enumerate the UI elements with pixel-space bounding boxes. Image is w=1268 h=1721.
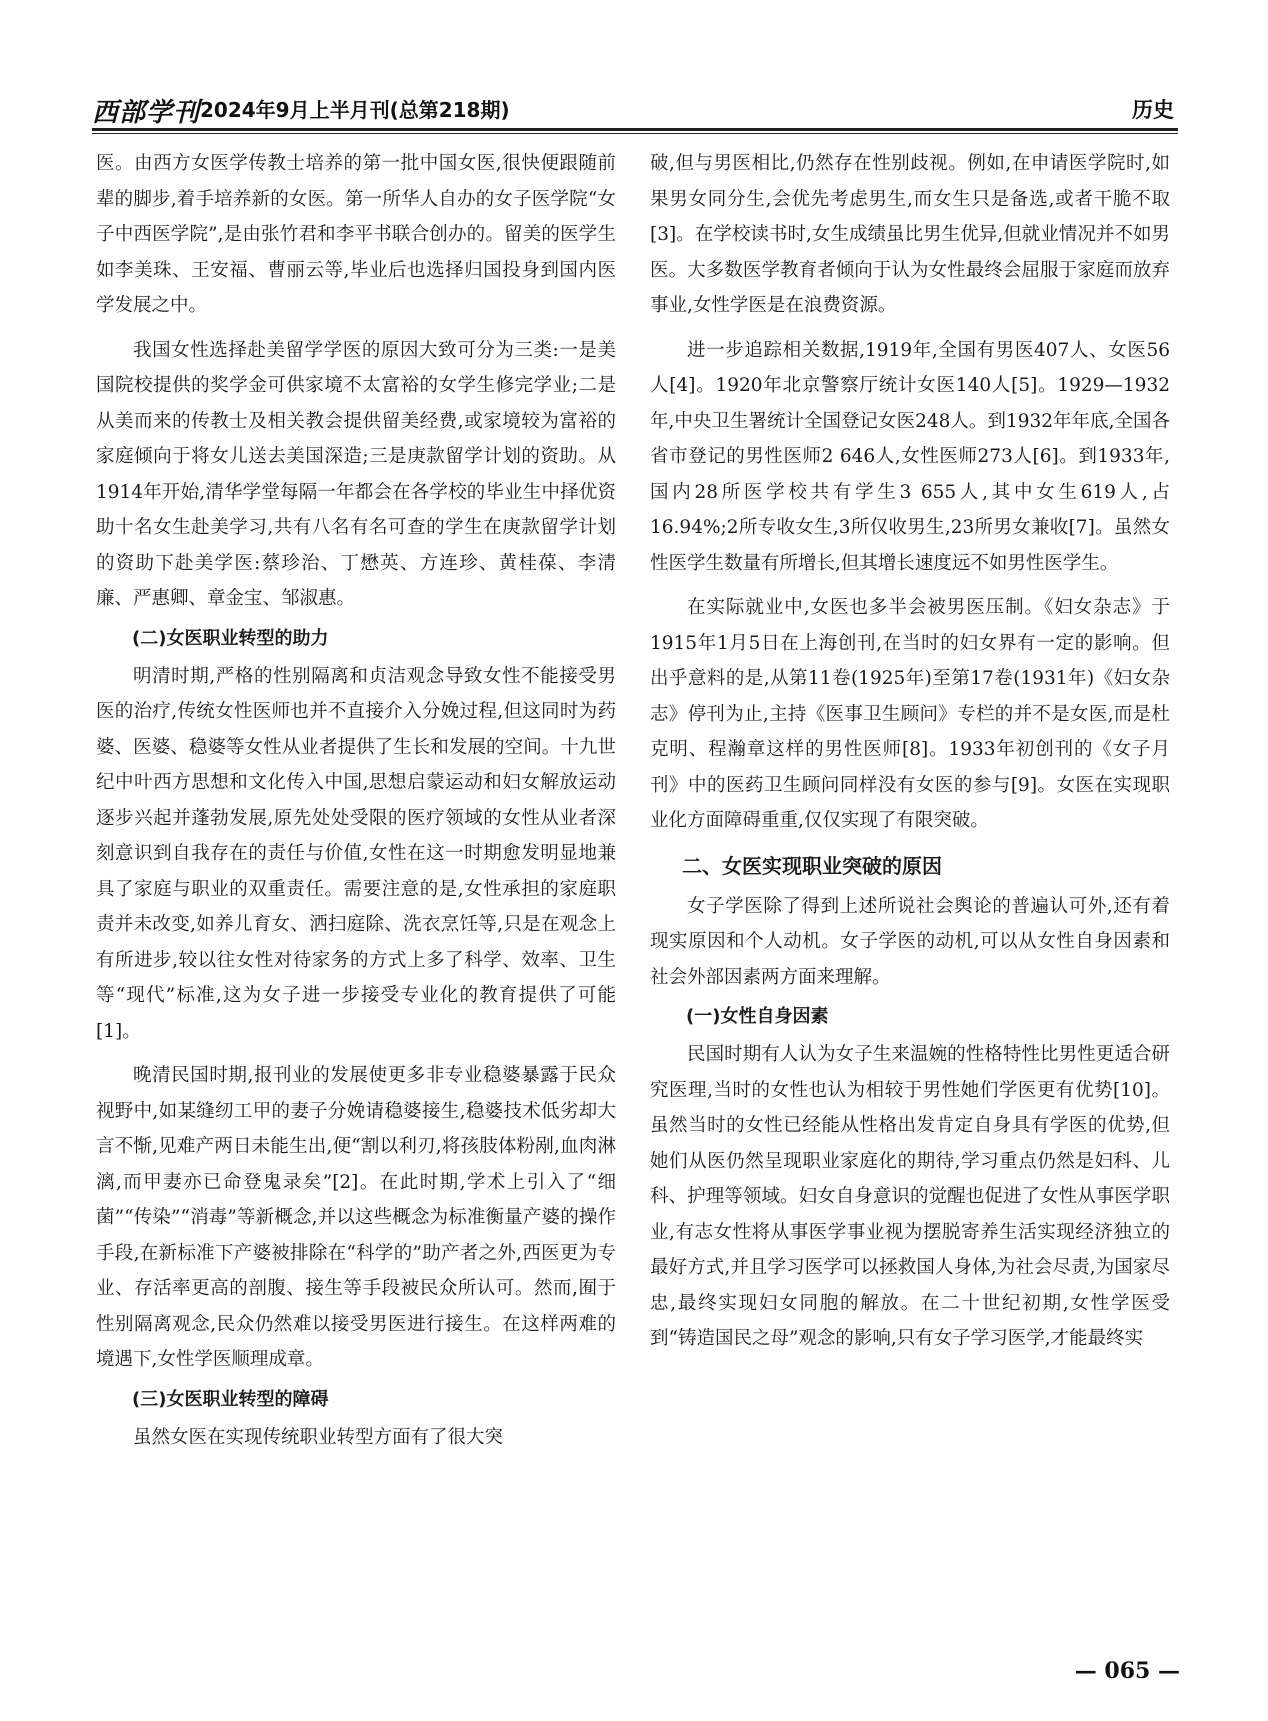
paragraph: 进一步追踪相关数据,1919年,全国有男医407人、女医56人[4]。1920年北京警察厅统计女医140人[5]。1929—1932年,中央卫生署统计全国登记女医248人。到1932年年底,全国各省市登记的男性医师2 646人,女性医师273人[6]。到1933年,国内28所医学校共有学生3 655人,其中女生619人,占16.94%;2所专收女生,3所仅收男生,23所男女兼收[7]。虽然女性医学生数量有所增长,但其增长速度远不如男性医学生。 (650, 339, 1170, 574)
subsection-heading: (一)女性自身因素 (686, 1006, 829, 1027)
header-rule-thin (92, 133, 1178, 134)
paragraph: 医。由西方女医学传教士培养的第一批中国女医,很快便跟随前辈的脚步,着手培养新的女医。第一所华人自办的女子医学院“女子中西医学院”,是由张竹君和李平书联合创办的。留美的医学生如李美珠、王安福、曹丽云等,毕业后也选择归国投身到国内医学发展之中。 (96, 153, 616, 316)
section-name: 历史 (1132, 98, 1174, 122)
page-number: — 065 — (1074, 1658, 1180, 1684)
paragraph: 破,但与男医相比,仍然存在性别歧视。例如,在申请医学院时,如果男女同分生,会优先考虑男生,而女生只是备选,或者干脆不取[3]。在学校读书时,女生成绩虽比男生优异,但就业情况并不如男医。大多数医学教育者倾向于认为女性最终会屈服于家庭而放弃事业,女性学医是在浪费资源。 (650, 153, 1170, 316)
paragraph: 虽然女医在实现传统职业转型方面有了很大突 (133, 1426, 504, 1448)
section-heading: 二、女医实现职业突破的原因 (682, 853, 942, 878)
paragraph: 民国时期有人认为女子生来温婉的性格特性比男性更适合研究医理,当时的女性也认为相较于男性她们学医更有优势[10]。虽然当时的女性已经能从性格出发肯定自身具有学医的优势,但她们从医仍然呈现职业家庭化的期待,学习重点仍然是妇科、儿科、护理等领域。妇女自身意识的觉醒也促进了女性从事医学职业,有志女性将从事医学事业视为摆脱寄养生活实现经济独立的最好方式,并且学习医学可以拯救国人身体,为社会尽责,为国家尽忠,最终实现妇女同胞的解放。在二十世纪初期,女性学医受到“铸造国民之母”观念的影响,只有女子学习医学,才能最终实 (650, 1044, 1170, 1349)
page-header (92, 84, 1178, 126)
subsection-heading: (二)女医职业转型的助力 (132, 627, 329, 649)
subsection-heading: (三)女医职业转型的障碍 (132, 1388, 329, 1410)
right-column (650, 146, 1170, 1357)
left-column (96, 146, 616, 1455)
paragraph: 晚清民国时期,报刊业的发展使更多非专业稳婆暴露于民众视野中,如某缝纫工甲的妻子分娩请稳婆接生,稳婆技术低劣却大言不惭,见难产两日未能生出,便“割以利刃,将孩肢体粉剐,血肉淋漓,而甲妻亦已命登鬼录矣”[2]。在此时期,学术上引入了“细菌”“传染”“消毒”等新概念,并以这些概念为标准衡量产婆的操作手段,在新标准下产婆被排除在“科学的”助产者之外,西医更为专业、存活率更高的剖腹、接生等手段被民众所认可。然而,囿于性别隔离观念,民众仍然难以接受男医进行接生。在这样两难的境遇下,女性学医顺理成章。 (96, 1065, 616, 1370)
issue-info: 2024年9月上半月刊(总第218期) (200, 98, 510, 122)
journal-logo: 西部学刊 (92, 98, 201, 128)
paragraph: 明清时期,严格的性别隔离和贞洁观念导致女性不能接受男医的治疗,传统女性医师也并不直接介入分娩过程,但这同时为药婆、医婆、稳婆等女性从业者提供了生长和发展的空间。十九世纪中叶西方思想和文化传入中国,思想启蒙运动和妇女解放运动逐步兴起并蓬勃发展,原先处处受限的医疗领域的女性从业者深刻意识到自我存在的责任与价值,女性在这一时期愈发明显地兼具了家庭与职业的双重责任。需要注意的是,女性承担的家庭职责并未改变,如养儿育女、洒扫庭除、洗衣烹饪等,只是在观念上有所进步,较以往女性对待家务的方式上多了科学、效率、卫生等“现代”标准,这为女子进一步接受专业化的教育提供了可能[1]。 (96, 665, 616, 1042)
paragraph: 在实际就业中,女医也多半会被男医压制。《妇女杂志》于1915年1月5日在上海创刊,在当时的妇女界有一定的影响。但出乎意料的是,从第11卷(1925年)至第17卷(1931年)《妇女杂志》停刊为止,主持《医事卫生顾问》专栏的并不是女医,而是杜克明、程瀚章这样的男性医师[8]。1933年初创刊的《女子月刊》中的医药卫生顾问同样没有女医的参与[9]。女医在实现职业化方面障碍重重,仅仅实现了有限突破。 (650, 597, 1170, 831)
paragraph: 女子学医除了得到上述所说社会舆论的普遍认可外,还有着现实原因和个人动机。女子学医的动机,可以从女性自身因素和社会外部因素两方面来理解。 (650, 895, 1170, 988)
paragraph: 我国女性选择赴美留学学医的原因大致可分为三类:一是美国院校提供的奖学金可供家境不太富裕的女学生修完学业;二是从美而来的传教士及相关教会提供留美经费,或家境较为富裕的家庭倾向于将女儿送去美国深造;三是庚款留学计划的资助。从1914年开始,清华学堂每隔一年都会在各学校的毕业生中择优资助十名女生赴美学习,共有八名有名可查的学生在庚款留学计划的资助下赴美学医:蔡珍治、丁懋英、方连珍、黄桂葆、李清廉、严惠卿、章金宝、邹淑惠。 (96, 339, 616, 609)
header-rule (92, 128, 1178, 131)
